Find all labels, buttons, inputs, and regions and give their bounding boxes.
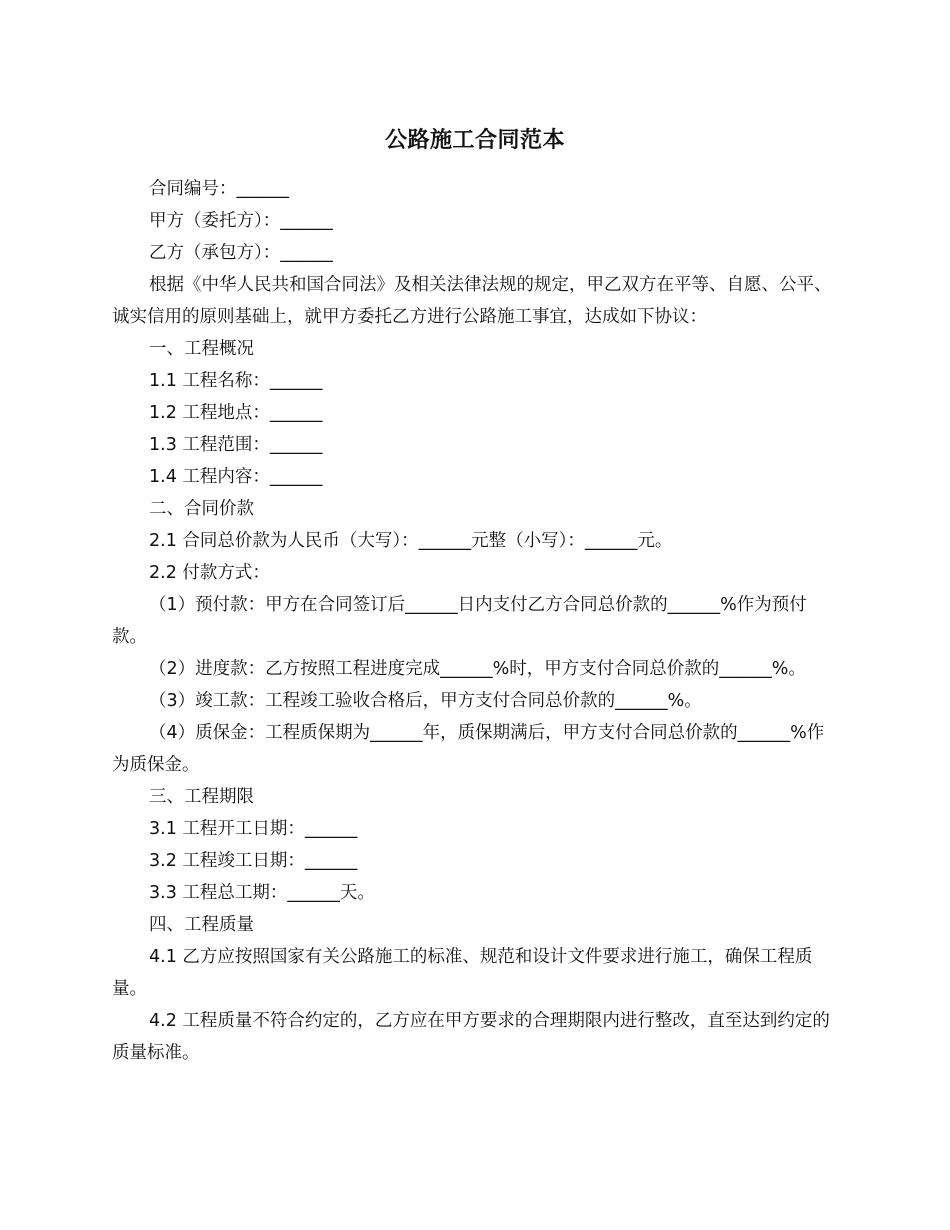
payment-item-1: （1）预付款：甲方在合同签订后______日内支付乙方合同总价款的______%作为预付款。	[112, 595, 807, 647]
clause-3-1: 3.1 工程开工日期：______	[149, 819, 358, 839]
section-heading-1: 一、工程概况	[149, 339, 254, 359]
clause-2-1: 2.1 合同总价款为人民币（大写）：______元整（小写）：______元。	[149, 531, 673, 551]
payment-item-3: （3）竣工款：工程竣工验收合格后，甲方支付合同总价款的______%。	[149, 691, 702, 711]
contract-number-line: 合同编号：______	[149, 179, 289, 199]
section-heading-3: 三、工程期限	[149, 787, 254, 807]
party-b-line: 乙方（承包方）：______	[149, 243, 333, 263]
clause-1-3: 1.3 工程范围：______	[149, 435, 323, 455]
clause-1-1: 1.1 工程名称：______	[149, 371, 323, 391]
section-heading-4: 四、工程质量	[149, 915, 254, 935]
clause-4-2: 4.2 工程质量不符合约定的，乙方应在甲方要求的合理期限内进行整改，直至达到约定的质量标准。	[112, 1011, 830, 1063]
clause-4-1: 4.1 乙方应按照国家有关公路施工的标准、规范和设计文件要求进行施工，确保工程质量。	[112, 947, 813, 999]
document-title: 公路施工合同范本	[384, 128, 565, 153]
payment-item-4: （4）质保金：工程质保期为______年，质保期满后，甲方支付合同总价款的______%作为质保金。	[112, 723, 825, 775]
payment-item-2: （2）进度款：乙方按照工程进度完成______%时，甲方支付合同总价款的______%。	[149, 659, 806, 679]
party-a-line: 甲方（委托方）：______	[149, 211, 333, 231]
clause-3-2: 3.2 工程竣工日期：______	[149, 851, 358, 871]
clause-1-2: 1.2 工程地点：______	[149, 403, 323, 423]
section-heading-2: 二、合同价款	[149, 499, 254, 519]
clause-2-2: 2.2 付款方式：	[149, 563, 270, 583]
preamble-paragraph: 根据《中华人民共和国合同法》及相关法律法规的规定，甲乙双方在平等、自愿、公平、诚实信用的原则基础上，就甲方委托乙方进行公路施工事宜，达成如下协议：	[112, 275, 832, 327]
clause-3-3: 3.3 工程总工期：______天。	[149, 883, 375, 903]
clause-1-4: 1.4 工程内容：______	[149, 467, 323, 487]
document-body	[112, 173, 840, 1069]
